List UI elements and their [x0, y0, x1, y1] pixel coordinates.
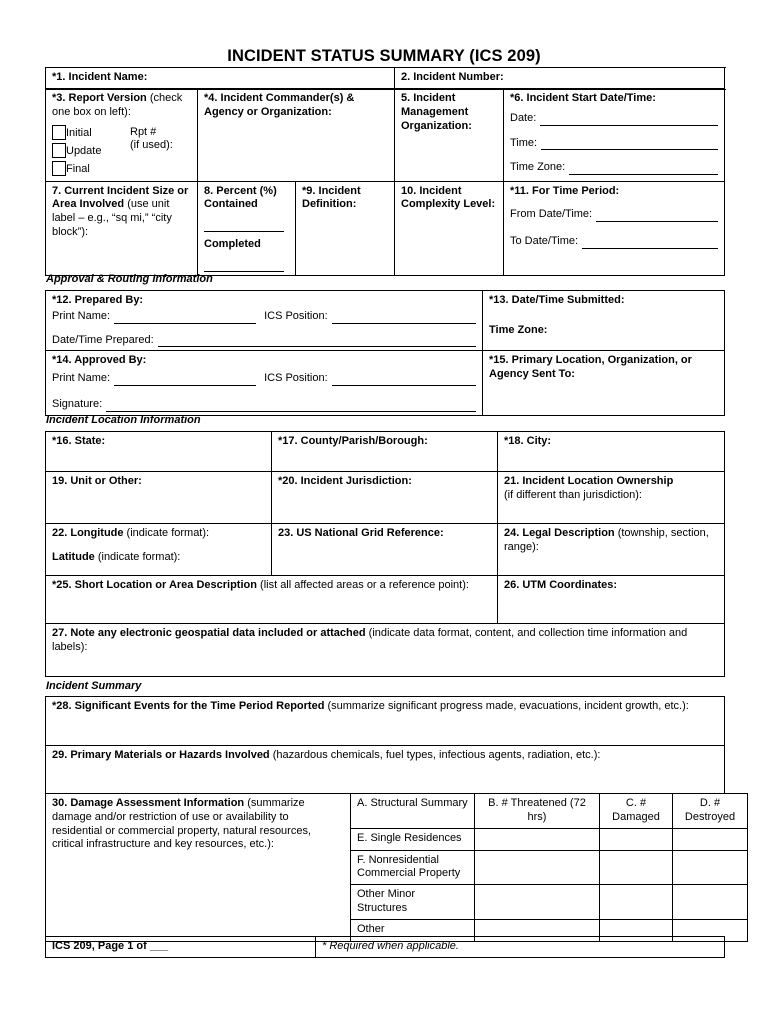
header-threatened: B. # Threatened (72 hrs) — [475, 794, 600, 829]
row-label-nonresidential: F. Nonresidential Commercial Property — [351, 850, 475, 885]
incident-name-field[interactable]: *1. Incident Name: — [46, 68, 395, 90]
approved-by-field: *14. Approved By: Print Name: ICS Position: Signature: — [46, 351, 483, 415]
update-checkbox[interactable] — [52, 143, 66, 158]
row-label-single-residences: E. Single Residences — [351, 828, 475, 850]
start-time-input[interactable] — [541, 140, 718, 150]
time-period-field: *11. For Time Period: From Date/Time: To Date/Time: — [504, 181, 725, 275]
short-location-field[interactable]: *25. Short Location or Area Description (list all affected areas or a reference point): — [46, 576, 498, 624]
percent-contained-field: 8. Percent (%) Contained Completed — [198, 181, 296, 275]
initial-checkbox[interactable] — [52, 125, 66, 140]
incident-start-field: *6. Incident Start Date/Time: Date: Time: Time Zone: — [504, 89, 725, 182]
utm-coordinates-field[interactable]: 26. UTM Coordinates: — [498, 576, 725, 624]
form-title: INCIDENT STATUS SUMMARY (ICS 209) — [227, 47, 541, 65]
grid-reference-field[interactable]: 23. US National Grid Reference: — [272, 524, 498, 576]
incident-commander-field[interactable]: *4. Incident Commander(s) & Agency or Organization: — [198, 89, 395, 182]
nonresidential-threatened-cell[interactable] — [475, 850, 600, 885]
row-label-other-minor: Other Minor Structures — [351, 885, 475, 920]
nonresidential-damaged-cell[interactable] — [600, 850, 673, 885]
incident-header-table — [45, 67, 725, 90]
from-datetime-input[interactable] — [596, 212, 718, 222]
other-minor-damaged-cell[interactable] — [600, 885, 673, 920]
incident-info-table — [45, 88, 725, 276]
approved-ics-position-input[interactable] — [332, 376, 476, 386]
incident-definition-field[interactable]: *9. Incident Definition: — [296, 181, 395, 275]
start-timezone-input[interactable] — [569, 165, 718, 175]
complexity-level-field[interactable]: 10. Incident Complexity Level: — [395, 181, 504, 275]
single-residences-damaged-cell[interactable] — [600, 828, 673, 850]
report-version-field: *3. Report Version (check one box on left): Initial Update Final Rpt # (if used): — [46, 89, 198, 182]
final-checkbox[interactable] — [52, 161, 66, 176]
prepared-print-name-input[interactable] — [114, 314, 256, 324]
header-structural-summary: A. Structural Summary — [351, 794, 475, 829]
state-field[interactable]: *16. State: — [46, 432, 272, 472]
row-label-other: Other — [351, 919, 475, 941]
location-table — [45, 431, 725, 677]
incident-size-field[interactable]: 7. Current Incident Size or Area Involved (use unit label – e.g., “sq mi,” “city block”): — [46, 181, 198, 275]
header-destroyed: D. # Destroyed — [673, 794, 748, 829]
start-date-input[interactable] — [540, 116, 718, 126]
legal-description-field[interactable]: 24. Legal Description (township, section, range): — [498, 524, 725, 576]
nonresidential-destroyed-cell[interactable] — [673, 850, 748, 885]
footer-table — [45, 936, 725, 958]
incident-number-field[interactable]: 2. Incident Number: — [395, 68, 725, 90]
approved-print-name-input[interactable] — [114, 376, 256, 386]
percent-completed-input[interactable] — [204, 262, 284, 272]
ownership-field[interactable]: 21. Incident Location Ownership (if different than jurisdiction): — [498, 472, 725, 524]
other-minor-threatened-cell[interactable] — [475, 885, 600, 920]
summary-table — [45, 696, 725, 794]
submitted-field[interactable]: *13. Date/Time Submitted: Time Zone: — [483, 291, 725, 351]
county-field[interactable]: *17. County/Parish/Borough: — [272, 432, 498, 472]
header-damaged: C. # Damaged — [600, 794, 673, 829]
approval-table — [45, 290, 725, 416]
prepared-ics-position-input[interactable] — [332, 314, 476, 324]
required-note: * Required when applicable. — [316, 937, 725, 958]
approval-section-heading: Approval & Routing Information — [46, 273, 213, 285]
prepared-datetime-input[interactable] — [158, 337, 476, 347]
city-field[interactable]: *18. City: — [498, 432, 725, 472]
damage-assessment-table — [45, 793, 748, 942]
longitude-latitude-field[interactable]: 22. Longitude (indicate format): Latitude (indicate format): — [46, 524, 272, 576]
summary-section-heading: Incident Summary — [46, 680, 142, 692]
single-residences-threatened-cell[interactable] — [475, 828, 600, 850]
percent-contained-input[interactable] — [204, 222, 284, 232]
damage-assessment-label: 30. Damage Assessment Information (summarize damage and/or restriction of use or availability to residential or commercial property, natural resources, critical infrastructure and key resources, etc.): — [46, 794, 351, 942]
geospatial-data-field[interactable]: 27. Note any electronic geospatial data included or attached (indicate data format, content, and collection time information and labels): — [46, 624, 725, 677]
jurisdiction-field[interactable]: *20. Incident Jurisdiction: — [272, 472, 498, 524]
prepared-by-field: *12. Prepared By: Print Name: ICS Position: Date/Time Prepared: — [46, 291, 483, 351]
location-section-heading: Incident Location Information — [46, 414, 201, 426]
unit-field[interactable]: 19. Unit or Other: — [46, 472, 272, 524]
sent-to-field[interactable]: *15. Primary Location, Organization, or Agency Sent To: — [483, 351, 725, 415]
to-datetime-input[interactable] — [582, 239, 718, 249]
approved-signature-input[interactable] — [106, 402, 476, 412]
page-number: ICS 209, Page 1 of ___ — [46, 937, 316, 958]
other-minor-destroyed-cell[interactable] — [673, 885, 748, 920]
management-organization-field[interactable]: 5. Incident Management Organization: — [395, 89, 504, 182]
hazards-field[interactable]: 29. Primary Materials or Hazards Involved (hazardous chemicals, fuel types, infectious agents, radiation, etc.): — [46, 746, 725, 794]
significant-events-field[interactable]: *28. Significant Events for the Time Period Reported (summarize significant progress made, evacuations, incident growth, etc.): — [46, 697, 725, 746]
single-residences-destroyed-cell[interactable] — [673, 828, 748, 850]
